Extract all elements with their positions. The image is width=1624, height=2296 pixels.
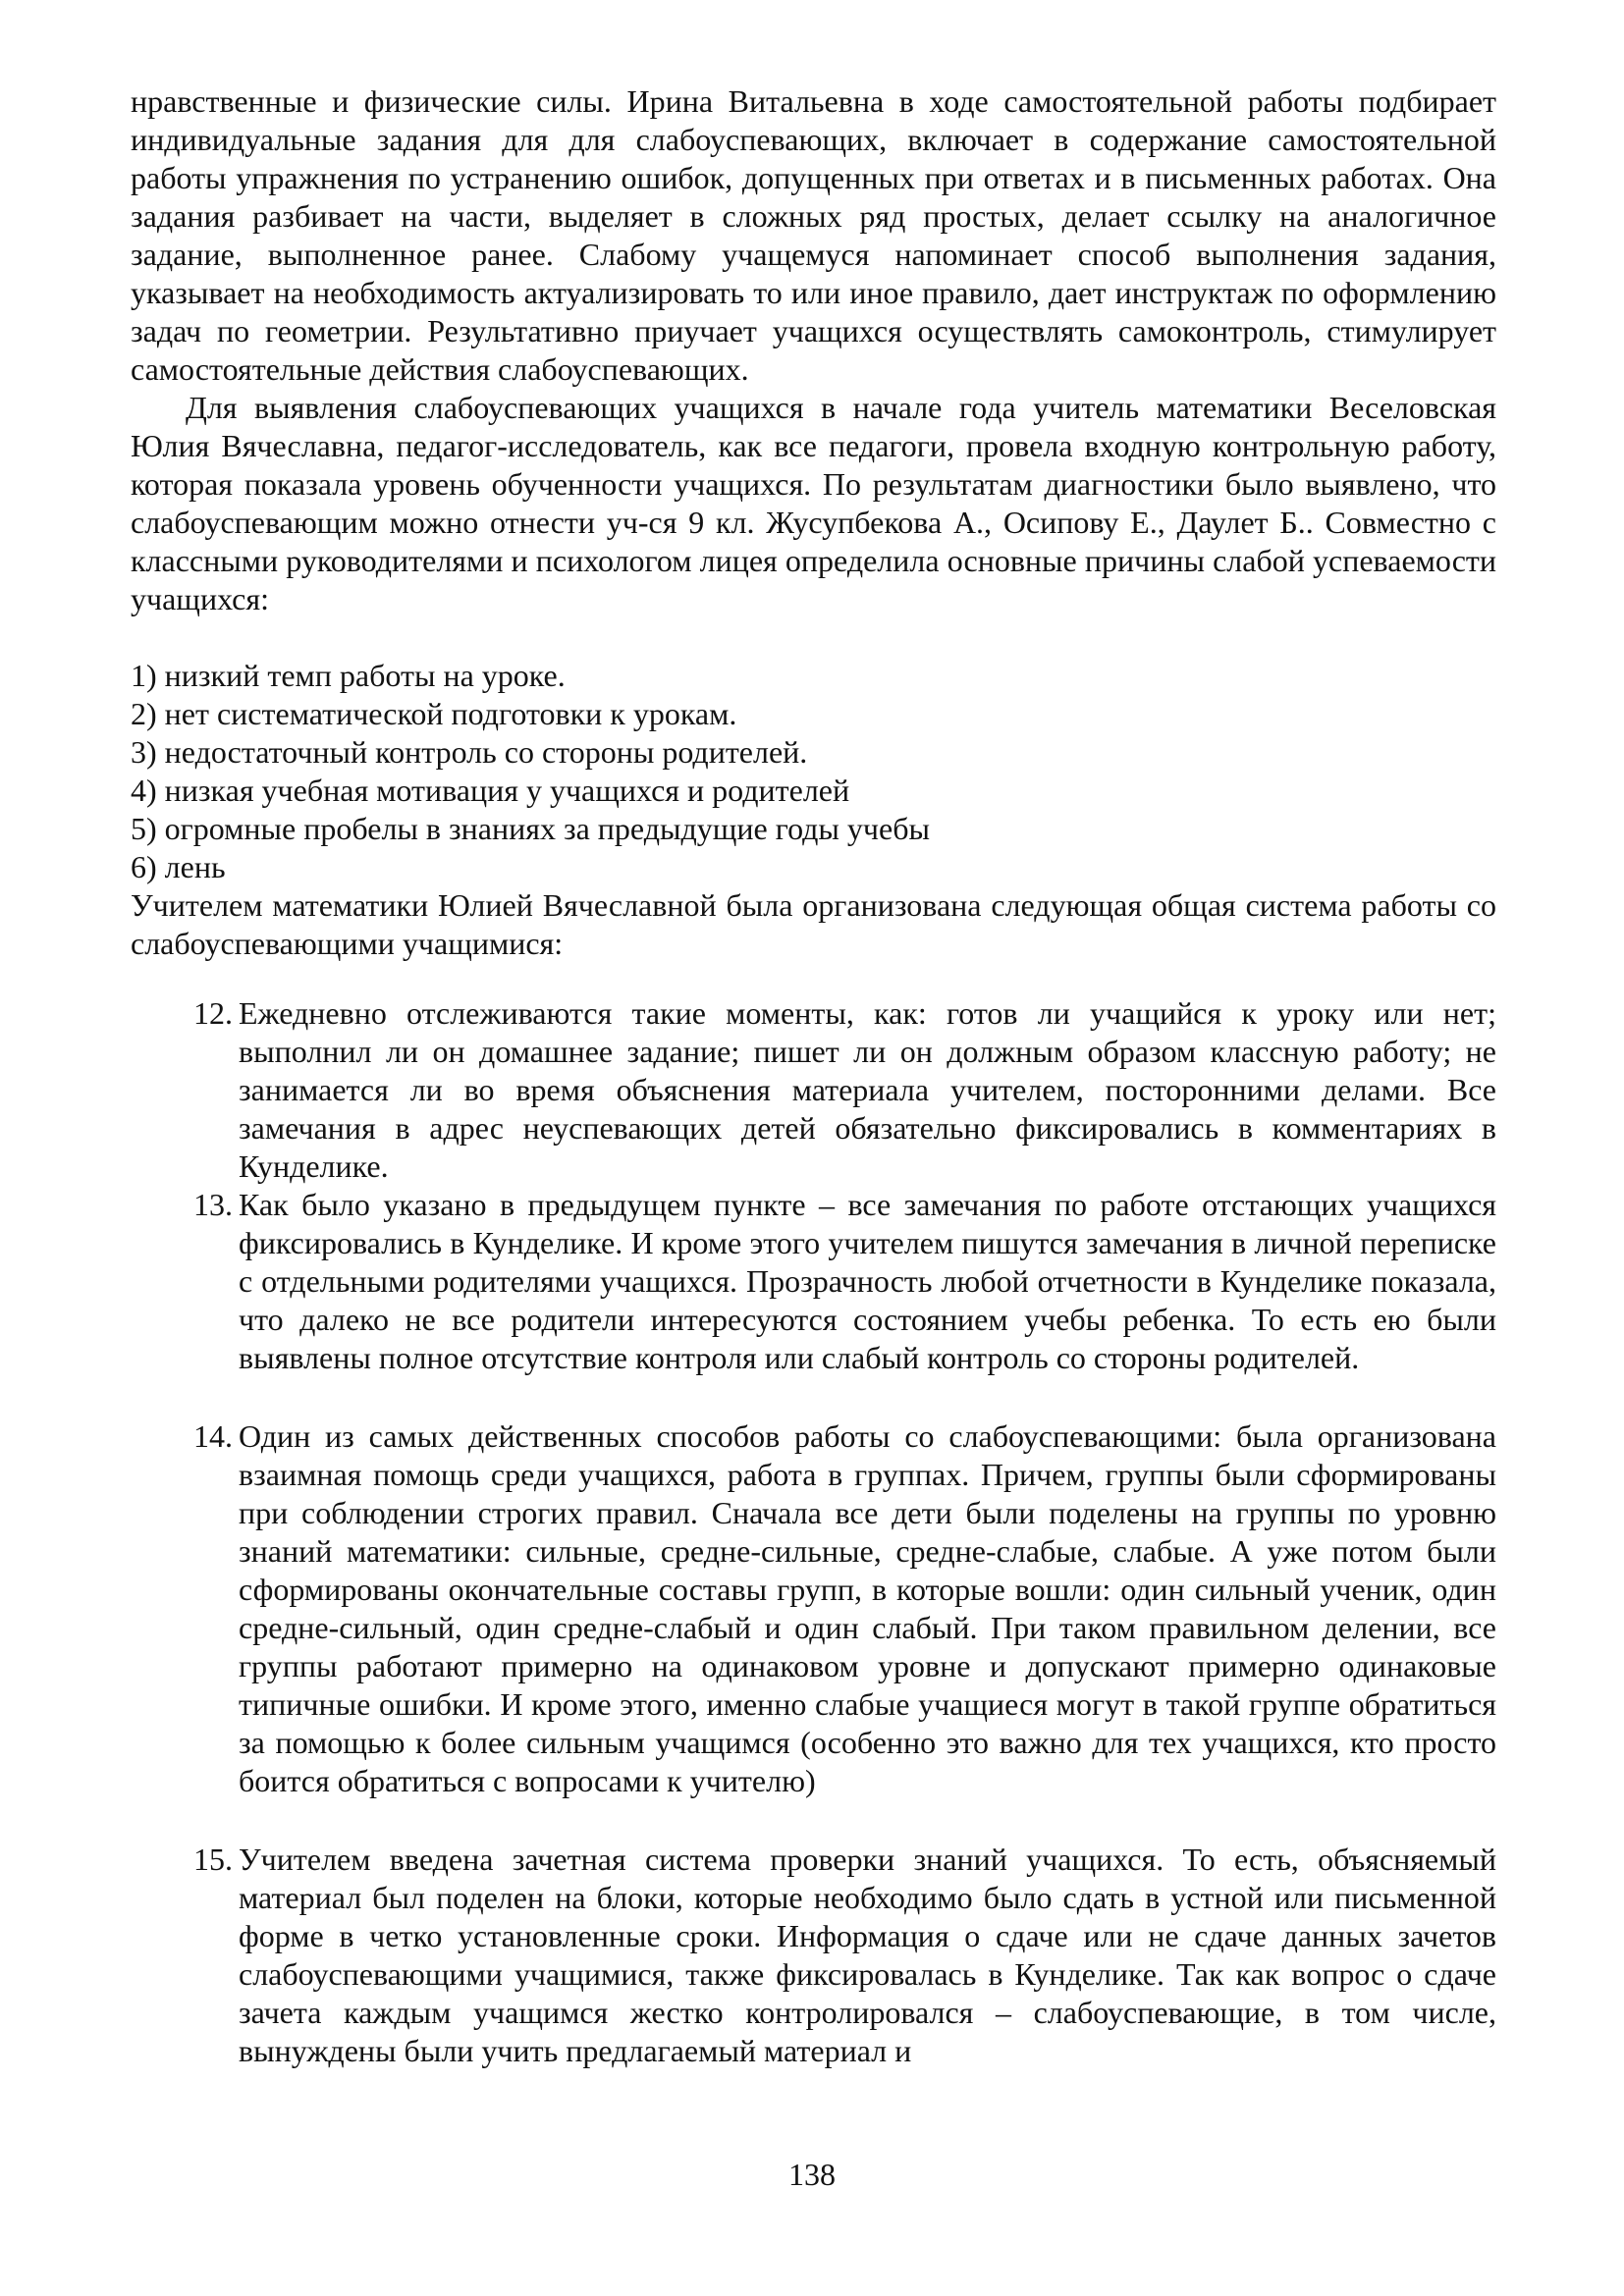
cause-item-6: 6) лень [131,849,226,884]
measure-item-12-number: 12. [193,995,233,1031]
paragraph-system-intro: Учителем математики Юлией Вячеславной была организована следующая общая система работы со слабоуспевающими учащимися: [131,887,1496,961]
cause-item-4: 4) низкая учебная мотивация у учащихся и родителей [131,773,850,808]
measure-item-15-number: 15. [193,1842,233,1877]
measure-item-13 [193,1186,1496,1377]
paragraph-diagnostics: Для выявления слабоуспевающих учащихся в начале года учитель математики Веселовская Юлия Вячеславна, педагог-исследователь, как все педагоги, провела входную контрольную работу, которая показала уровень обученности учащихся. По результатам диагностики было выявлено, что слабоуспевающим можно отнести уч-ся 9 кл. Жусупбекова А., Осипову Е., Даулет Б.. Совместно с классными руководителями и психологом лицея определила основные причины слабой успеваемости учащихся: [131,390,1496,616]
cause-item-2: 2) нет систематической подготовки к урокам. [131,696,737,731]
page-number: 138 [788,2157,836,2192]
measure-item-14-text: Один из самых действенных способов работы со слабоуспевающими: была организована взаимная помощь среди учащихся, работа в группах. Причем, группы были сформированы при соблюдении строгих правил. Сначала все дети были поделены на группы по уровню знаний математики: сильные, средне-сильные, средне-слабые, слабые. А уже потом были сформированы окончательные составы групп, в которые вошли: один сильный ученик, один средне-сильный, один средне-слабый и один слабый. При таком правильном делении, все группы работают примерно на одинаковом уровне и допускают примерно одинаковые типичные ошибки. И кроме этого, именно слабые учащиеся могут в такой группе обратиться за помощью к более сильным учащимся (особенно это важно для тех учащихся, кто просто боится обратиться с вопросами к учителю) [239,1418,1496,1798]
cause-item-1: 1) низкий темп работы на уроке. [131,658,566,693]
measure-item-13-number: 13. [193,1187,233,1222]
cause-item-5: 5) огромные пробелы в знаниях за предыдущие годы учебы [131,811,930,846]
measures-list [131,994,1496,2070]
cause-item-3: 3) недостаточный контроль со стороны родителей. [131,734,808,770]
causes-list [131,657,1496,886]
measure-item-12 [193,994,1496,1186]
measure-item-13-text: Как было указано в предыдущем пункте – все замечания по работе отстающих учащихся фиксировались в Кунделике. И кроме этого учителем пишутся замечания в личной переписке с отдельными родителями учащихся. Прозрачность любой отчетности в Кунделике показала, что далеко не все родители интересуются состоянием учебы ребенка. То есть ею были выявлены полное отсутствие контроля или слабый контроль со стороны родителей. [239,1187,1496,1375]
measure-item-15-text: Учителем введена зачетная система проверки знаний учащихся. То есть, объясняемый материал был поделен на блоки, которые необходимо было сдать в устной или письменной форме в четко установленные сроки. Информация о сдаче или не сдаче данных зачетов слабоуспевающими учащимися, также фиксировалась в Кунделике. Так как вопрос о сдаче зачета каждым учащимся жестко контролировался – слабоуспевающие, в том числе, вынуждены были учить предлагаемый материал и [239,1842,1496,2068]
measure-item-15 [193,1841,1496,2070]
measure-item-14-number: 14. [193,1418,233,1454]
measure-item-12-text: Ежедневно отслеживаются такие моменты, как: готов ли учащийся к уроку или нет; выполнил ли он домашнее задание; пишет ли он должным образом классную работу; не занимается ли во время объяснения материала учителем, посторонними делами. Все замечания в адрес неуспевающих детей обязательно фиксировались в комментариях в Кунделике. [239,995,1496,1184]
paragraph-intro: нравственные и физические силы. Ирина Витальевна в ходе самостоятельной работы подбирает индивидуальные задания для для слабоуспевающих, включает в содержание самостоятельной работы упражнения по устранению ошибок, допущенных при ответах и в письменных работах. Она задания разбивает на части, выделяет в сложных ряд простых, делает ссылку на аналогичное задание, выполненное ранее. Слабому учащемуся напоминает способ выполнения задания, указывает на необходимость актуализировать то или иное правило, дает инструктаж по оформлению задач по геометрии. Результативно приучает учащихся осуществлять самоконтроль, стимулирует самостоятельные действия слабоуспевающих. [131,83,1496,387]
measure-item-14 [193,1417,1496,1800]
